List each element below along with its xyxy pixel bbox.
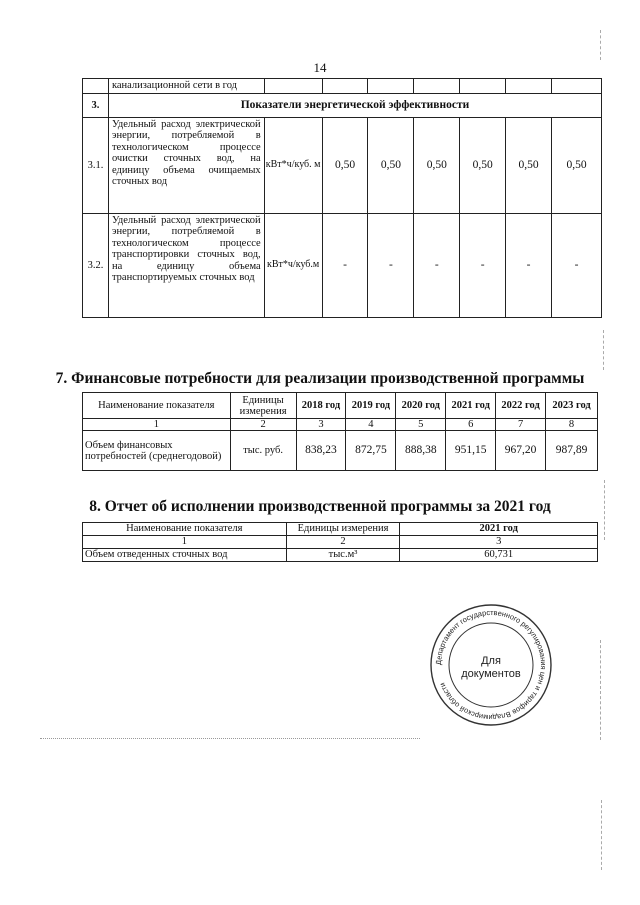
column-number-row	[83, 419, 598, 431]
row-value: 0,50	[322, 117, 368, 213]
table-row	[83, 549, 598, 562]
program-report-table	[82, 522, 598, 562]
stamp-line: документов	[461, 668, 521, 680]
header-cell: 2018 год	[296, 393, 346, 419]
header-row	[83, 523, 598, 536]
column-number: 1	[83, 536, 287, 549]
row-value: -	[552, 213, 602, 317]
section-7-heading: 7. Финансовые потребности для реализации производственной программы	[55, 370, 585, 387]
column-number: 2	[286, 536, 400, 549]
column-number: 8	[546, 419, 598, 431]
table-row	[83, 79, 602, 94]
row-name: Объем отведенных сточных вод	[83, 549, 287, 562]
section-8-heading: 8. Отчет об исполнении производственной программы за 2021 год	[89, 498, 551, 515]
section-title: Показатели энергетической эффективности	[108, 93, 601, 117]
column-number: 3	[296, 419, 346, 431]
column-number: 6	[446, 419, 496, 431]
continuation-text: канализационной сети в год	[108, 79, 264, 94]
header-cell: 2021 год	[400, 523, 598, 536]
stamp-line: Для	[481, 655, 501, 667]
scan-artifact	[600, 30, 601, 60]
scan-artifact	[603, 330, 604, 370]
header-cell: 2021 год	[446, 393, 496, 419]
row-value: 987,89	[546, 431, 598, 471]
row-value: 888,38	[396, 431, 446, 471]
column-number: 4	[346, 419, 396, 431]
energy-efficiency-table	[82, 78, 602, 318]
scan-artifact	[604, 480, 605, 540]
header-cell: Наименование показателя	[83, 393, 231, 419]
row-unit: тыс.м³	[286, 549, 400, 562]
row-name: Объем финансовых потребностей (среднегодовой)	[83, 431, 231, 471]
row-value: -	[506, 213, 552, 317]
section-number: 3.	[83, 93, 109, 117]
row-number: 3.1.	[83, 117, 109, 213]
table-row	[83, 431, 598, 471]
row-value: 951,15	[446, 431, 496, 471]
header-row	[83, 393, 598, 419]
row-unit: кВт*ч/куб. м	[264, 117, 322, 213]
scan-artifact	[601, 800, 602, 870]
column-number: 3	[400, 536, 598, 549]
row-value: 838,23	[296, 431, 346, 471]
header-cell: Единицы измерения	[230, 393, 296, 419]
stamp-center-text	[428, 655, 554, 681]
page-number: 14	[313, 60, 327, 75]
row-value: 0,50	[368, 117, 414, 213]
row-description: Удельный расход электрической энергии, потребляемой в технологическом процессе транспортировки сточных вод, на единицу объема транспортируемых сточных вод	[108, 213, 264, 317]
column-number: 1	[83, 419, 231, 431]
scan-artifact	[40, 738, 420, 739]
row-unit: тыс. руб.	[230, 431, 296, 471]
row-value: 60,731	[400, 549, 598, 562]
row-value: -	[460, 213, 506, 317]
column-number: 5	[396, 419, 446, 431]
row-value: 0,50	[552, 117, 602, 213]
header-cell: 2020 год	[396, 393, 446, 419]
header-cell: Единицы измерения	[286, 523, 400, 536]
stamp-ring-text: Департамент государственного регулирования цен и тарифов Владимирской области	[433, 607, 549, 723]
row-value: -	[368, 213, 414, 317]
column-number-row	[83, 536, 598, 549]
section-row	[83, 93, 602, 117]
financial-needs-table	[82, 392, 598, 471]
table-row	[83, 117, 602, 213]
official-stamp	[428, 602, 554, 728]
table-row	[83, 213, 602, 317]
row-description: Удельный расход электрической энергии, потребляемой в технологическом процессе очистки сточных вод, на единицу объема очищаемых сточных вод	[108, 117, 264, 213]
header-cell: 2022 год	[496, 393, 546, 419]
row-value: 0,50	[460, 117, 506, 213]
row-value: 967,20	[496, 431, 546, 471]
row-value: 0,50	[506, 117, 552, 213]
header-cell: Наименование показателя	[83, 523, 287, 536]
row-value: -	[414, 213, 460, 317]
row-value: 872,75	[346, 431, 396, 471]
header-cell: 2023 год	[546, 393, 598, 419]
column-number: 2	[230, 419, 296, 431]
header-cell: 2019 год	[346, 393, 396, 419]
row-unit: кВт*ч/куб.м	[264, 213, 322, 317]
row-value: 0,50	[414, 117, 460, 213]
row-value: -	[322, 213, 368, 317]
scan-artifact	[600, 640, 601, 740]
column-number: 7	[496, 419, 546, 431]
row-number: 3.2.	[83, 213, 109, 317]
